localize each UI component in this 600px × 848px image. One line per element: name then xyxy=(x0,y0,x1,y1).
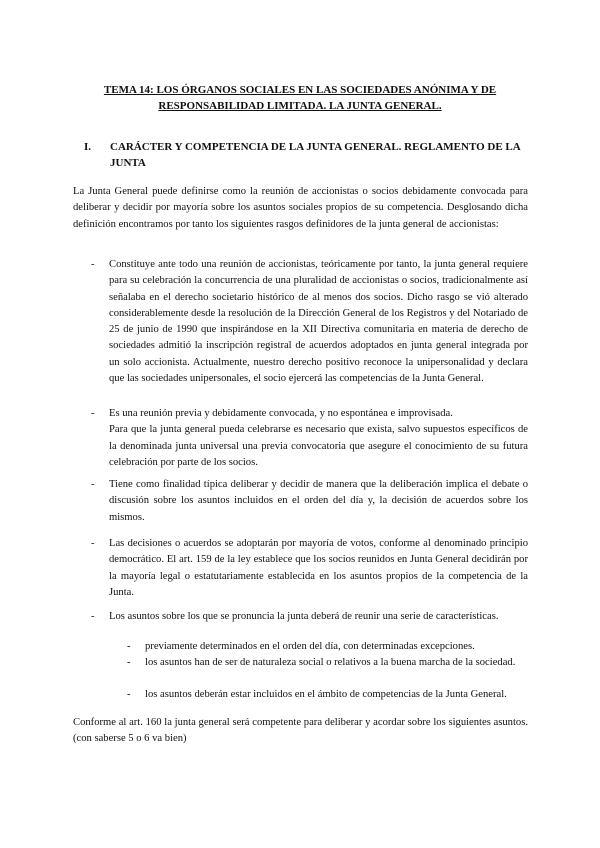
bullet-dash: - xyxy=(91,611,95,622)
sub-list-item-text: los asuntos han de ser de naturaleza social o relativos a la buena marcha de la sociedad. xyxy=(145,657,516,668)
list-item-text: Tiene como finalidad típica deliberar y decidir de manera que la deliberación implica el debate o discusión sobre los asuntos incluidos en el orden del día y, la decisión de acuerdos sobre los mismos. xyxy=(109,479,528,523)
list-item xyxy=(91,609,528,625)
list-item-text: Los asuntos sobre los que se pronuncia la junta deberá de reunir una serie de características. xyxy=(109,611,499,622)
sub-list-item xyxy=(127,639,528,655)
sub-list-item-text: los asuntos deberán estar incluidos en el ámbito de competencias de la Junta General. xyxy=(145,689,507,700)
sub-list-item xyxy=(127,687,528,703)
bullet-dash: - xyxy=(127,641,131,652)
list-item xyxy=(91,406,528,471)
section-heading xyxy=(84,139,532,171)
list-item xyxy=(91,536,528,601)
list-item xyxy=(91,257,528,387)
list-item-extra: Para que la junta general pueda celebrarse es necesario que exista, salvo supuestos específicos de la denominada junta universal una previa convocatoria que asegure el conocimiento de su futura celebración por parte de los socios. xyxy=(109,424,528,468)
list-item-text: Constituye ante todo una reunión de accionistas, teóricamente por tanto, la junta general requiere para su celebración la concurrencia de una pluralidad de accionistas o socios, tradicionalmente así señalaba en el derecho societario histórico de al menos dos socios. Dicho rasgo se vió alterado considerablemente desde la resolución de la Dirección General de los Registros y del Notariado de 25 de junio de 1990 que inspirándose en la XII Directiva comunitaria en materia de derecho de sociedades admitió la inscripción registral de acuerdos adoptados en junta general integrada por un solo accionista. Actualmente, nuestro derecho positivo reconoce la unipersonalidad y declara que las sociedades unipersonales, el socio ejercerá las competencias de la Junta General. xyxy=(109,259,528,385)
intro-paragraph: La Junta General puede definirse como la reunión de accionistas o socios debidamente convocada para deliberar y decidir por mayoría sobre los asuntos sociales propios de su competencia. Desglosando dicha definición encontramos por tanto los siguientes rasgos definidores de la junta general de accionistas: xyxy=(73,186,528,230)
bullet-dash: - xyxy=(91,538,95,549)
bullet-dash: - xyxy=(91,259,95,270)
bullet-dash: - xyxy=(127,689,131,700)
bullet-dash: - xyxy=(91,479,95,490)
document-title: TEMA 14: LOS ÓRGANOS SOCIALES EN LAS SOCIEDADES ANÓNIMA Y DE RESPONSABILIDAD LIMITADA. LA JUNTA GENERAL. xyxy=(103,84,497,112)
section-heading-text: CARÁCTER Y COMPETENCIA DE LA JUNTA GENERAL. REGLAMENTO DE LA JUNTA xyxy=(110,141,521,169)
sub-list-item-text: previamente determinados en el orden del día, con determinadas excepciones. xyxy=(145,641,475,652)
bullet-dash: - xyxy=(127,657,131,668)
section-number: I. xyxy=(84,141,92,153)
list-item xyxy=(91,477,528,526)
bullet-dash: - xyxy=(91,408,95,419)
closing-paragraph: Conforme al art. 160 la junta general será competente para deliberar y acordar sobre los siguientes asuntos. (con saberse 5 o 6 va bien) xyxy=(73,717,528,745)
sub-list-item xyxy=(127,655,528,671)
list-item-text: Las decisiones o acuerdos se adoptarán por mayoría de votos, conforme al denominado principio democrático. El art. 159 de la ley establece que los socios reunidos en Junta General decidirán por la mayoría legal o estatutariamente establecida en los asuntos propios de la competencia de la Junta. xyxy=(109,538,528,598)
list-item-body xyxy=(109,406,528,471)
list-item-text: Es una reunión previa y debidamente convocada, y no espontánea e improvisada. xyxy=(109,408,453,419)
